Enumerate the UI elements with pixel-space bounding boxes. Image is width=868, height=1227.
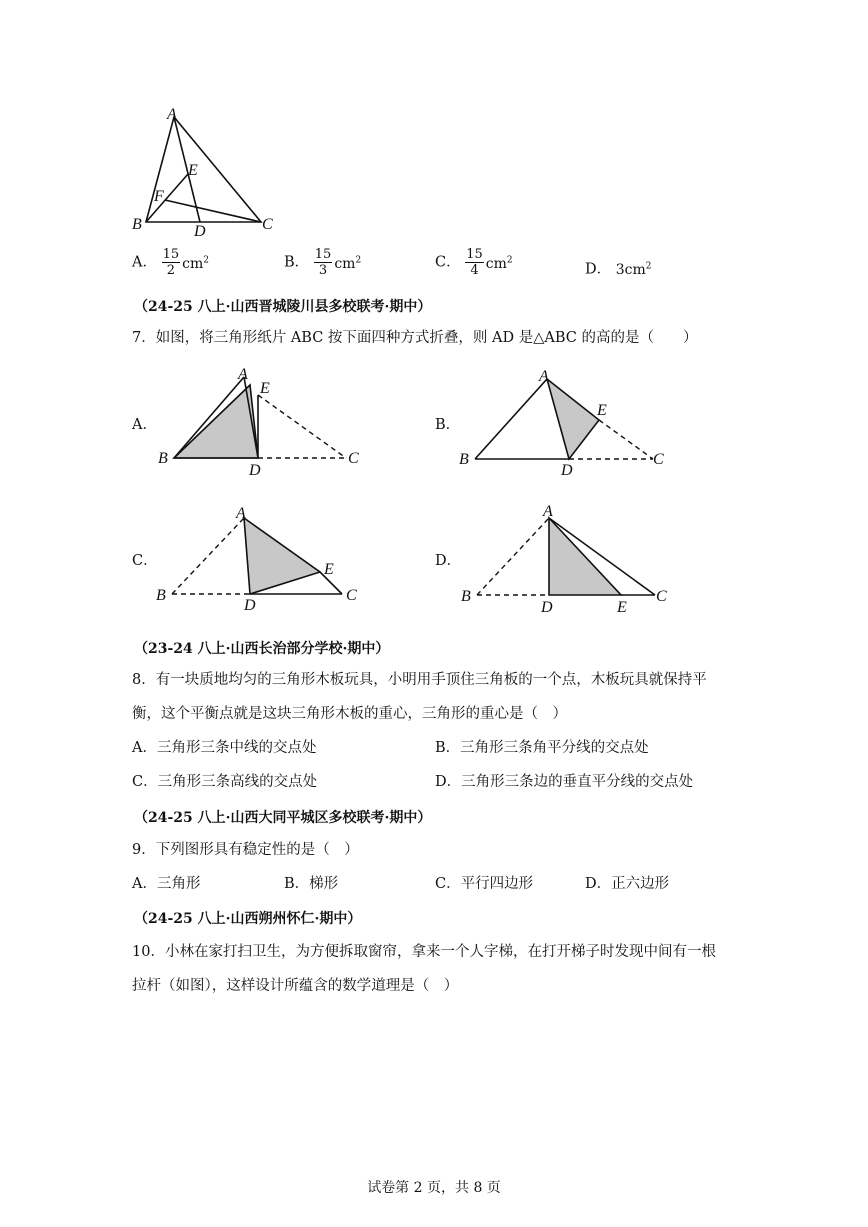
q6-label-d: D [194,223,206,240]
q8-stem-line2: 衡，这个平衡点就是这块三角形木板的重心，三角形的重心是（ ） [132,706,567,722]
q7-figure-d [455,500,685,615]
q6-label-b: B [132,216,142,233]
q6-option-c: C． $\frac{15}{4}$ $cm^2$ [435,247,513,278]
q10-source: （24-25 八上·山西朔州怀仁·期中） [134,911,362,927]
page-footer: 试卷第 2 页，共 8 页 [367,1180,501,1196]
q9-option-a: A．三角形 [132,876,201,892]
q7d-label-b: B [461,588,471,605]
q7d-label-a: A [543,503,553,520]
q7d-label-e: E [617,599,627,616]
q7d-label-c: C [656,588,667,605]
q8-stem-line1: 8．有一块质地均匀的三角形木板玩具，小明用手顶住三角板的一个点，木板玩具就保持平 [132,672,707,688]
q6-label-a: A [167,106,177,123]
q7b-label-e: E [597,402,607,419]
q6-option-a: A． $\frac{15}{2}$ $cm^2$ [132,247,209,278]
q8-source: （23-24 八上·山西长治部分学校·期中） [134,641,390,657]
q6-option-a-fraction: $\frac{15}{2}$ [162,247,180,278]
q6-option-b: B． $\frac{15}{3}$ $cm^2$ [284,247,362,278]
q9-option-c: C．平行四边形 [435,876,534,892]
q7-figure-b [455,365,685,479]
q7-option-b-label: B． [435,417,461,433]
q7a-label-e: E [260,380,270,397]
q6-label-f: F [154,188,164,205]
q9-option-d: D．正六边形 [585,876,670,892]
q7b-label-d: D [561,462,573,479]
q7c-label-b: B [156,587,166,604]
q7b-label-c: C [653,451,664,468]
q8-option-b: B．三角形三条角平分线的交点处 [435,740,649,756]
q7b-label-b: B [459,451,469,468]
q7-stem: 7．如图，将三角形纸片 ABC 按下面四种方式折叠，则 AD 是△ABC 的高的是（ ） [132,330,698,346]
q7-source: （24-25 八上·山西晋城陵川县多校联考·期中） [134,299,432,315]
q7-figure-c [150,500,380,615]
q7-option-c-label: C． [132,553,158,569]
q7c-label-c: C [346,587,357,604]
q6-option-d: D． $3cm^2$ [585,261,652,278]
q9-option-b: B．梯形 [284,876,339,892]
q7c-label-e: E [324,561,334,578]
q7-option-a-label: A． [132,417,157,433]
q7a-label-b: B [158,450,168,467]
q7c-label-d: D [244,597,256,614]
q10-stem-line2: 拉杆（如图），这样设计所蕴含的数学道理是（ ） [132,978,459,994]
q7a-label-c: C [348,450,359,467]
q9-stem: 9．下列图形具有稳定性的是（ ） [132,842,359,858]
q7-option-d-label: D． [435,553,462,569]
q7a-label-a: A [238,366,248,383]
q7d-label-d: D [541,599,553,616]
q7c-label-a: A [236,505,246,522]
q6-triangle-figure [130,105,290,240]
q7-figure-a [150,365,370,479]
q6-option-b-fraction: $\frac{15}{3}$ [314,247,332,278]
q7a-label-d: D [249,462,261,479]
q6-label-c: C [262,216,273,233]
q10-stem-line1: 10．小林在家打扫卫生，为方便拆取窗帘，拿来一个人字梯，在打开梯子时发现中间有一根 [132,944,716,960]
q8-option-c: C．三角形三条高线的交点处 [132,774,318,790]
q9-source: （24-25 八上·山西大同平城区多校联考·期中） [134,810,432,826]
q6-label-e: E [188,162,198,179]
q6-option-c-fraction: $\frac{15}{4}$ [466,247,483,278]
q7b-label-a: A [539,368,549,385]
q8-option-a: A．三角形三条中线的交点处 [132,740,317,756]
q8-option-d: D．三角形三条边的垂直平分线的交点处 [435,774,694,790]
